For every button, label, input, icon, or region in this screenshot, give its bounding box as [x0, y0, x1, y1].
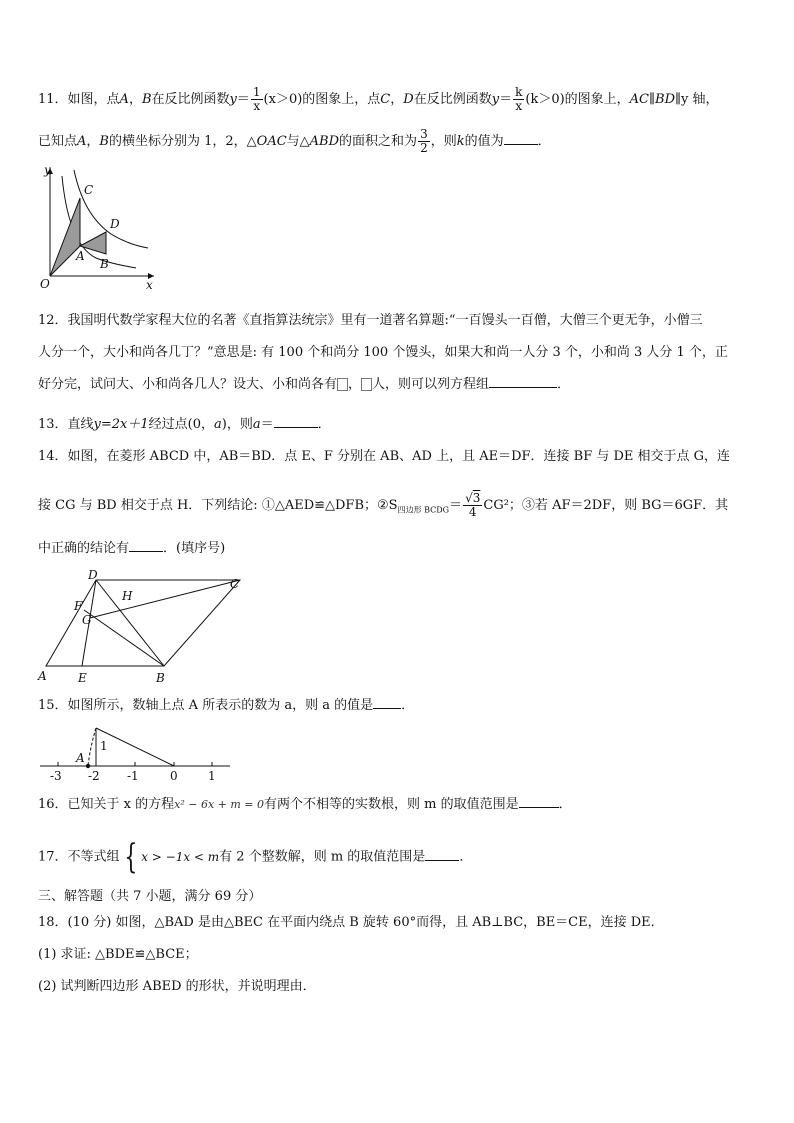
- q14-line3: 中正确的结论有 ．(填序号): [38, 541, 226, 556]
- q14-line2: 接 CG 与 BD 相交于点 H．下列结论: ①△AED≌△DFB；$②S_{四边形 BCDG}=$ $\frac{√3}{4}$ CG²；③若 AF＝2DF，则 BG＝6GF．其: [38, 491, 729, 519]
- missing-glyph-icon: [337, 378, 348, 391]
- label-B: B: [156, 671, 165, 684]
- q11-text: ＝: [236, 92, 250, 107]
- answer-blank: [425, 860, 459, 861]
- q11-text: ∥y 轴，: [675, 92, 719, 107]
- q18-line1: 18．(10 分) 如图，△BAD 是由△BEC 在平面内绕点 B 旋转 60°而得，且 AB⊥BC，BE＝CE，连接 DE．: [38, 915, 664, 930]
- label-x: x: [146, 278, 153, 292]
- q11-line2: 已知点A，B的横坐标分别为 1，2，△OAC与△ABD的面积之和为 $\frac{3}{2}$ ，则k的值为 ．: [38, 127, 551, 155]
- q11-text: AC: [629, 92, 650, 107]
- label-O: O: [40, 277, 50, 291]
- q12-line2: 人分一个，大小和尚各几丁？”意思是: 有 100 个和尚分 100 个馒头，如果大和尚一人分 3 个，小和尚 3 人分 1 个，正: [38, 345, 728, 360]
- answer-blank: [129, 551, 163, 552]
- q11-line1: [38, 86, 719, 113]
- q11-text: ，: [390, 92, 404, 107]
- q11-text: y: [491, 92, 500, 107]
- answer-blank: [274, 427, 318, 428]
- label-F: F: [74, 599, 83, 613]
- fraction-3-over-2: $\frac{3}{2}$: [420, 127, 428, 155]
- q11-text: 在反比例函数: [413, 92, 492, 107]
- fraction-sqrt3-over-4: $\frac{√3}{4}$: [465, 491, 481, 519]
- q11-text: 在反比例函数: [151, 92, 230, 107]
- q14-line1: 14．如图，在菱形 ABCD 中，AB＝BD．点 E、F 分别在 AB、AD 上，且 AE＝DF．连接 BF 与 DE 相交于点 G，连: [38, 449, 731, 464]
- q15-line: 15．如图所示，数轴上点 A 所表示的数为 a，则 a 的值是 ．: [38, 698, 415, 713]
- q11-text: BD: [655, 92, 676, 107]
- answer-blank: [519, 807, 559, 808]
- label-B: B: [100, 257, 109, 271]
- q11-text: ，: [128, 92, 142, 107]
- q11-figure: [36, 158, 166, 292]
- segment-CG: [90, 580, 240, 618]
- curve-k-over-x: [74, 170, 148, 248]
- q17-line: 17．不等式组 { x > −1x < m有 2 个整数解，则 m 的取值范围是 ．: [38, 837, 473, 877]
- tick-label: -2: [88, 769, 100, 782]
- arc-dashed: [88, 728, 96, 766]
- q18-part2: (2) 试判断四边形 ABED 的形状，并说明理由．: [38, 979, 316, 994]
- label-H: H: [122, 589, 133, 603]
- section-title: 三、解答题（共 7 小题，满分 69 分）: [38, 889, 262, 904]
- answer-blank: [489, 387, 557, 388]
- label-C: C: [230, 577, 240, 591]
- triangle-OAC: [50, 198, 80, 276]
- inequality-system: x > −1x < m: [141, 849, 220, 864]
- answer-blank: [504, 144, 538, 145]
- rhombus-ABCD: [46, 580, 240, 666]
- q11-text: ＝: [499, 92, 513, 107]
- q11-text: A: [119, 92, 129, 107]
- brace-icon: {: [123, 837, 137, 877]
- q11-text: (k＞0)的图象上，: [525, 92, 630, 107]
- tick-label: 1: [208, 769, 216, 782]
- label-E: E: [78, 671, 87, 684]
- fraction-1-over-x: $\frac{1}{x}$: [252, 85, 261, 113]
- q16-line: 16．已知关于 x 的方程x² − 6x + m = 0有两个不相等的实数根，则 m 的取值范围是 ．: [38, 797, 572, 812]
- answer-blank: [373, 708, 401, 709]
- tick-label: 0: [170, 769, 178, 782]
- label-y: y: [44, 163, 51, 177]
- q11-text: B: [141, 92, 152, 107]
- segment-BF: [84, 610, 164, 666]
- q13-line: 13．直线y=2x＋1经过点(0，a)，则a＝ ．: [38, 417, 331, 432]
- tick-label: -3: [50, 769, 62, 782]
- q15-number-line: [38, 720, 234, 782]
- q12-line3: 好分完，试问大、小和尚各几人？设大、小和尚各有 ， 人，则可以列方程组 ．: [38, 377, 571, 392]
- fraction-k-over-x: $\frac{k}{x}$: [515, 85, 523, 113]
- label-D: D: [88, 568, 98, 582]
- q11-text: D: [403, 92, 414, 107]
- label-C: C: [84, 183, 94, 197]
- q11-text: y: [229, 92, 237, 107]
- label-A: A: [38, 669, 47, 683]
- q18-part1: (1) 求证: △BDE≌△BCE；: [38, 947, 198, 962]
- missing-glyph-icon: [361, 378, 372, 391]
- tick-label: -1: [127, 769, 139, 782]
- label-1: 1: [100, 739, 108, 753]
- q14-figure: [34, 568, 244, 684]
- q11-text: ∥: [649, 92, 656, 107]
- q12-line1: 12．我国明代数学家程大位的名著《直指算法统宗》里有一道著名算题:“一百馒头一百僧，大僧三个更无争，小僧三: [38, 313, 703, 328]
- point-A: [86, 764, 90, 768]
- q11-text: 11．如图，点: [38, 92, 120, 107]
- label-D: D: [110, 217, 120, 231]
- label-A: A: [76, 249, 85, 263]
- hypotenuse: [96, 728, 174, 766]
- label-A: A: [76, 751, 85, 765]
- label-G: G: [82, 613, 92, 627]
- q11-text: (x＞0)的图象上，点: [263, 92, 381, 107]
- q11-text: C: [380, 92, 391, 107]
